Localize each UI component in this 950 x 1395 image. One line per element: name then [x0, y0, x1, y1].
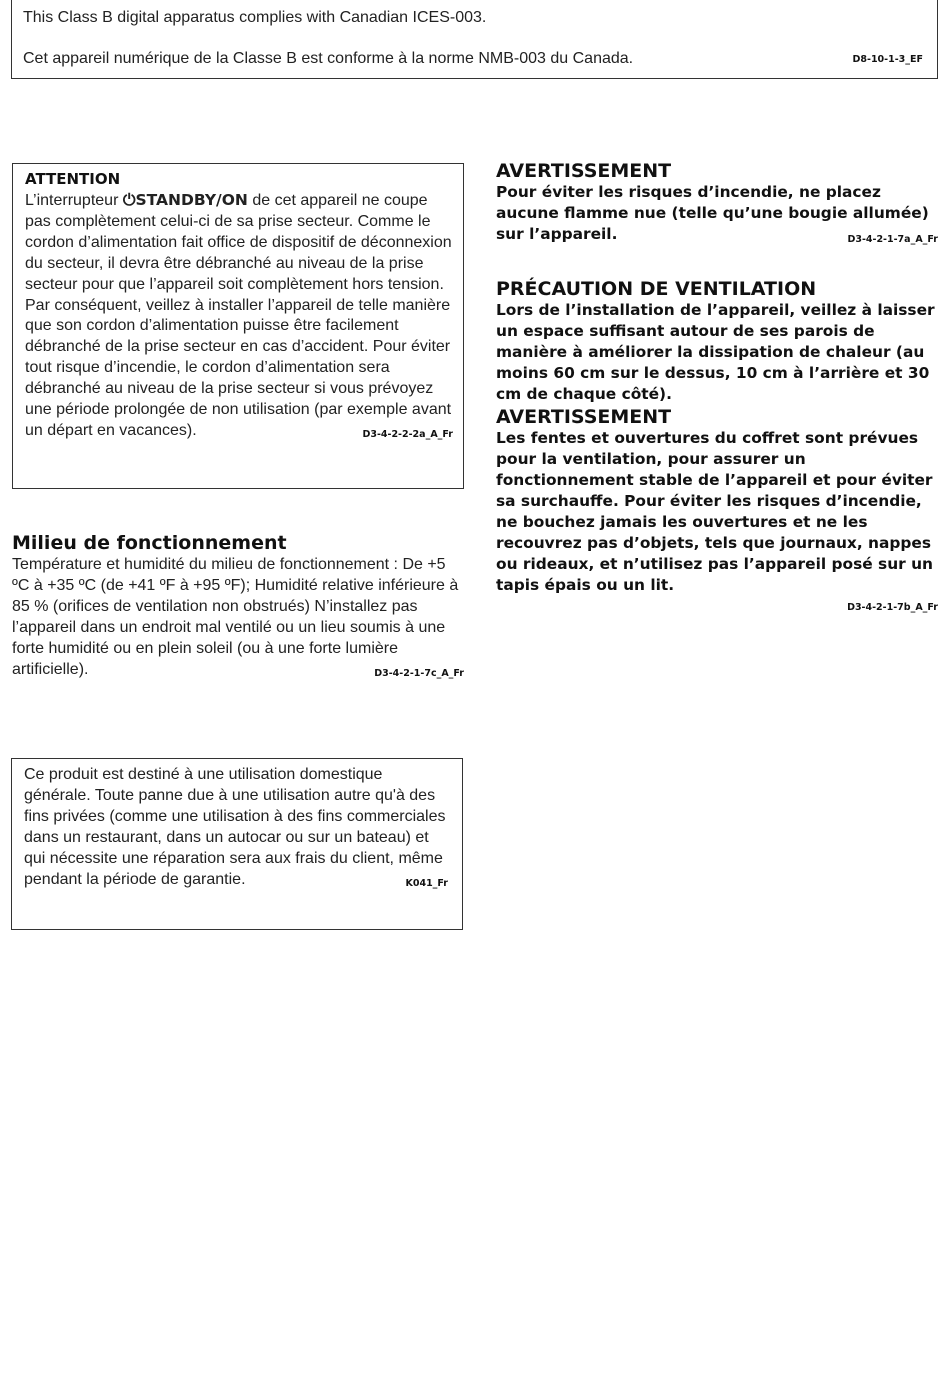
- milieu-title: Milieu de fonctionnement: [12, 532, 287, 554]
- attention-intro: L’interrupteur: [25, 192, 123, 209]
- domestic-use-box: [11, 758, 463, 930]
- domestic-body: [24, 765, 448, 890]
- avertissement-flame-body: [496, 182, 938, 245]
- milieu-code: D3-4-2-1-7c_A_Fr: [374, 667, 464, 679]
- domestic-code: K041_Fr: [405, 877, 448, 889]
- milieu-section: [12, 532, 464, 684]
- avertissement-vent-code: D3-4-2-1-7b_A_Fr: [847, 602, 938, 613]
- avertissement-vent-body: Les fentes et ouvertures du coffret sont prévues pour la ventilation, pour assurer un fonctionnement stable de l’appareil et pour éviter sa surchauffe. Pour éviter les risques d’incendie, ne bouchez jamais les ouvertures et ne les recouvrez pas d’objets, tels que journaux, nappes ou rideaux, et n’utilisez pas l’appareil posé sur un tapis épais ou un lit.: [496, 429, 934, 594]
- attention-text: de cet appareil ne coupe pas complètement celui-ci de sa prise secteur. Comme le cordon d’alimentation fait office de dispositif de déconnexion du secteur, il devra être débranché au niveau de la prise secteur pour que l’appareil soit complètement hors tension. Par conséquent, veillez à installer l’appareil de telle manière que son cordon d’alimentation puisse être facilement débranché de la prise secteur en cas d’accident. Pour éviter tout risque d’incendie, le cordon d’alimentation sera débranché au niveau de la prise secteur si vous prévoyez une période prolongée de non utilisation (par exemple avant un départ en vacances).: [25, 192, 452, 439]
- avertissement-vent-title: AVERTISSEMENT: [496, 406, 672, 428]
- avertissement-flame-title: AVERTISSEMENT: [496, 160, 672, 182]
- top-notice-french: Cet appareil numérique de la Classe B est conforme à la norme NMB-003 du Canada.: [23, 50, 634, 67]
- top-notice-box: [11, 0, 938, 79]
- top-notice-english: This Class B digital apparatus complies with Canadian ICES-003.: [23, 9, 487, 26]
- avertissement-flame-section: [496, 160, 938, 245]
- avertissement-flame-code: D3-4-2-1-7a_A_Fr: [847, 234, 938, 245]
- domestic-text: Ce produit est destiné à une utilisation domestique générale. Toute panne due à une utilisation autre qu'à des fins privées (comme une utilisation à des fins commerciales dans un restaurant, dans un autocar ou sur un bateau) et qui nécessite une réparation sera aux frais du client, même pendant la période de garantie.: [24, 766, 446, 888]
- milieu-text: Température et humidité du milieu de fonctionnement : De +5 ºC à +35 ºC (de +41 ºF à +95 ºF); Humidité relative inférieure à 85 % (orifices de ventilation non obstrués) N’installez pas l’appareil dans un endroit mal ventilé ou un lieu soumis à une forte humidité ou en plein soleil (ou à une forte lumière artificielle).: [12, 556, 459, 678]
- standby-on-label: STANDBY/ON: [135, 191, 248, 209]
- milieu-body: [12, 555, 464, 680]
- ventilation-title: PRÉCAUTION DE VENTILATION: [496, 278, 817, 300]
- avertissement-flame-text: Pour éviter les risques d’incendie, ne placez aucune flamme nue (telle qu’une bougie allumée) sur l’appareil.: [496, 183, 929, 243]
- attention-code: D3-4-2-2-2a_A_Fr: [362, 428, 453, 440]
- attention-box: [12, 163, 464, 489]
- avertissement-vent-section: [496, 406, 938, 613]
- ventilation-section: [496, 278, 938, 405]
- top-notice-code: D8-10-1-3_EF: [852, 54, 923, 65]
- attention-title: ATTENTION: [25, 170, 121, 188]
- ventilation-body: Lors de l’installation de l’appareil, veillez à laisser un espace suffisant autour de ses parois de manière à améliorer la dissipation de chaleur (au moins 60 cm sur le dessus, 10 cm à l’arrière et 30 cm de chaque côté).: [496, 301, 935, 403]
- right-column: [496, 160, 938, 613]
- power-icon: ⏻: [122, 190, 136, 209]
- attention-body: [25, 190, 453, 442]
